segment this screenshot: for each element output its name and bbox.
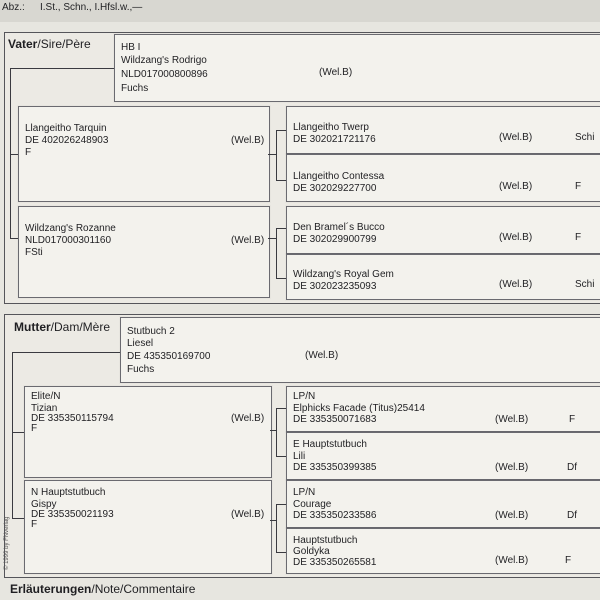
maternal-grandsire-book: Elite/N (31, 391, 61, 402)
connector (276, 408, 277, 456)
maternal-granddam-book: N Hauptstutbuch (31, 487, 106, 498)
ggp-breed: (Wel.B) (499, 232, 533, 243)
ggp-box-5 (286, 386, 600, 432)
connector (10, 154, 18, 155)
ggp-id: DE 335350399385 (293, 462, 377, 473)
ggp-book: LP/N (293, 487, 316, 498)
connector (276, 228, 286, 229)
ggp-book: E Hauptstutbuch (293, 439, 367, 450)
sire-breed: (Wel.B) (319, 67, 353, 78)
paternal-grandsire-color: F (25, 147, 32, 158)
dam-section-label: Mutter/Dam/Mère (14, 320, 111, 334)
ggp-breed: (Wel.B) (499, 132, 533, 143)
ggp-id: DE 302021721176 (293, 134, 376, 145)
ggp-breed: (Wel.B) (495, 555, 529, 566)
connector (10, 68, 114, 69)
ggp-breed: (Wel.B) (495, 510, 529, 521)
ggp-id: DE 302029227700 (293, 183, 377, 194)
ggp-color: F (575, 181, 582, 192)
sire-id: NLD017000800896 (121, 69, 208, 80)
ggp-id: DE 302029900799 (293, 234, 377, 245)
paternal-grandsire-name: Llangeitho Tarquin (25, 123, 107, 134)
copyright-text: © 1999 by FNverlag (4, 516, 10, 570)
connector (268, 238, 276, 239)
ggp-name: Lili (293, 451, 306, 462)
ggp-color: F (565, 555, 572, 566)
paternal-grandsire-id: DE 402026248903 (25, 135, 109, 146)
ggp-book: LP/N (293, 391, 316, 402)
maternal-granddam-box (24, 480, 272, 574)
paternal-granddam-name: Wildzang's Rozanne (25, 223, 116, 234)
connector (12, 518, 24, 519)
abz-text: I.St., Schn., I.Hfsl.w.,— (40, 2, 143, 13)
ggp-breed: (Wel.B) (495, 414, 529, 425)
connector (276, 278, 286, 279)
ggp-name: Den Bramel´s Bucco (293, 222, 385, 233)
sire-color: Fuchs (121, 83, 149, 94)
maternal-grandsire-breed: (Wel.B) (231, 413, 265, 424)
maternal-granddam-breed: (Wel.B) (231, 509, 265, 520)
connector (276, 228, 277, 278)
connector (10, 68, 11, 238)
ggp-box-6 (286, 432, 600, 480)
dam-box (120, 317, 600, 383)
ggp-box-7 (286, 480, 600, 528)
ggp-color: F (569, 414, 576, 425)
sire-book: HB I (121, 42, 141, 53)
ggp-color: Schi (575, 279, 595, 290)
connector (276, 552, 286, 553)
paternal-granddam-color: FSti (25, 247, 43, 258)
paternal-granddam-breed: (Wel.B) (231, 235, 265, 246)
connector (276, 504, 286, 505)
ggp-book: Hauptstutbuch (293, 535, 358, 546)
sire-name: Wildzang's Rodrigo (121, 55, 207, 66)
connector (276, 456, 286, 457)
maternal-granddam-color: F (31, 519, 38, 530)
ggp-name: Wildzang's Royal Gem (293, 269, 394, 280)
ggp-id: DE 335350265581 (293, 557, 377, 568)
ggp-name: Llangeitho Contessa (293, 171, 385, 182)
paternal-grandsire-box (18, 106, 270, 202)
connector (12, 352, 120, 353)
connector (276, 408, 286, 409)
connector (276, 180, 286, 181)
maternal-granddam-id: DE 335350021193 (31, 509, 114, 520)
ggp-name: Elphicks Facade (Titus)25414 (293, 403, 425, 414)
maternal-grandsire-name: Tizian (31, 403, 58, 414)
ggp-box-8 (286, 528, 600, 574)
ggp-color: Df (567, 510, 577, 521)
connector (268, 154, 276, 155)
paternal-grandsire-breed: (Wel.B) (231, 135, 265, 146)
ggp-box-2 (286, 154, 600, 202)
ggp-box-4 (286, 254, 600, 300)
abz-label: Abz.: (2, 2, 25, 13)
maternal-granddam-name: Gispy (31, 499, 57, 510)
ggp-color: F (575, 232, 582, 243)
ggp-name: Courage (293, 499, 332, 510)
maternal-grandsire-id: DE 335350115794 (31, 413, 114, 424)
ggp-breed: (Wel.B) (499, 279, 533, 290)
connector (12, 352, 13, 518)
dam-id: DE 435350169700 (127, 351, 211, 362)
ggp-id: DE 302023235093 (293, 281, 377, 292)
sire-section-label: Vater/Sire/Père (8, 37, 91, 51)
ggp-box-1 (286, 106, 600, 154)
connector (12, 432, 24, 433)
ggp-color: Schi (575, 132, 595, 143)
dam-name: Liesel (127, 338, 154, 349)
ggp-name: Goldyka (293, 546, 330, 557)
ggp-id: DE 335350233586 (293, 510, 377, 521)
ggp-breed: (Wel.B) (499, 181, 533, 192)
connector (276, 504, 277, 552)
footer-label: Erläuterungen/Note/Commentaire (10, 582, 196, 596)
ggp-color: Df (567, 462, 577, 473)
dam-color: Fuchs (127, 364, 155, 375)
dam-breed: (Wel.B) (305, 350, 339, 361)
connector (276, 130, 286, 131)
connector (276, 130, 277, 180)
ggp-breed: (Wel.B) (495, 462, 529, 473)
dam-book: Stutbuch 2 (127, 326, 175, 337)
ggp-box-3 (286, 206, 600, 254)
sire-box (114, 34, 600, 102)
paternal-granddam-box (18, 206, 270, 298)
ggp-name: Llangeitho Twerp (293, 122, 369, 133)
maternal-grandsire-color: F (31, 423, 38, 434)
connector (10, 238, 18, 239)
ggp-id: DE 335350071683 (293, 414, 377, 425)
maternal-grandsire-box (24, 386, 272, 478)
paternal-granddam-id: NLD017000301160 (25, 235, 112, 246)
